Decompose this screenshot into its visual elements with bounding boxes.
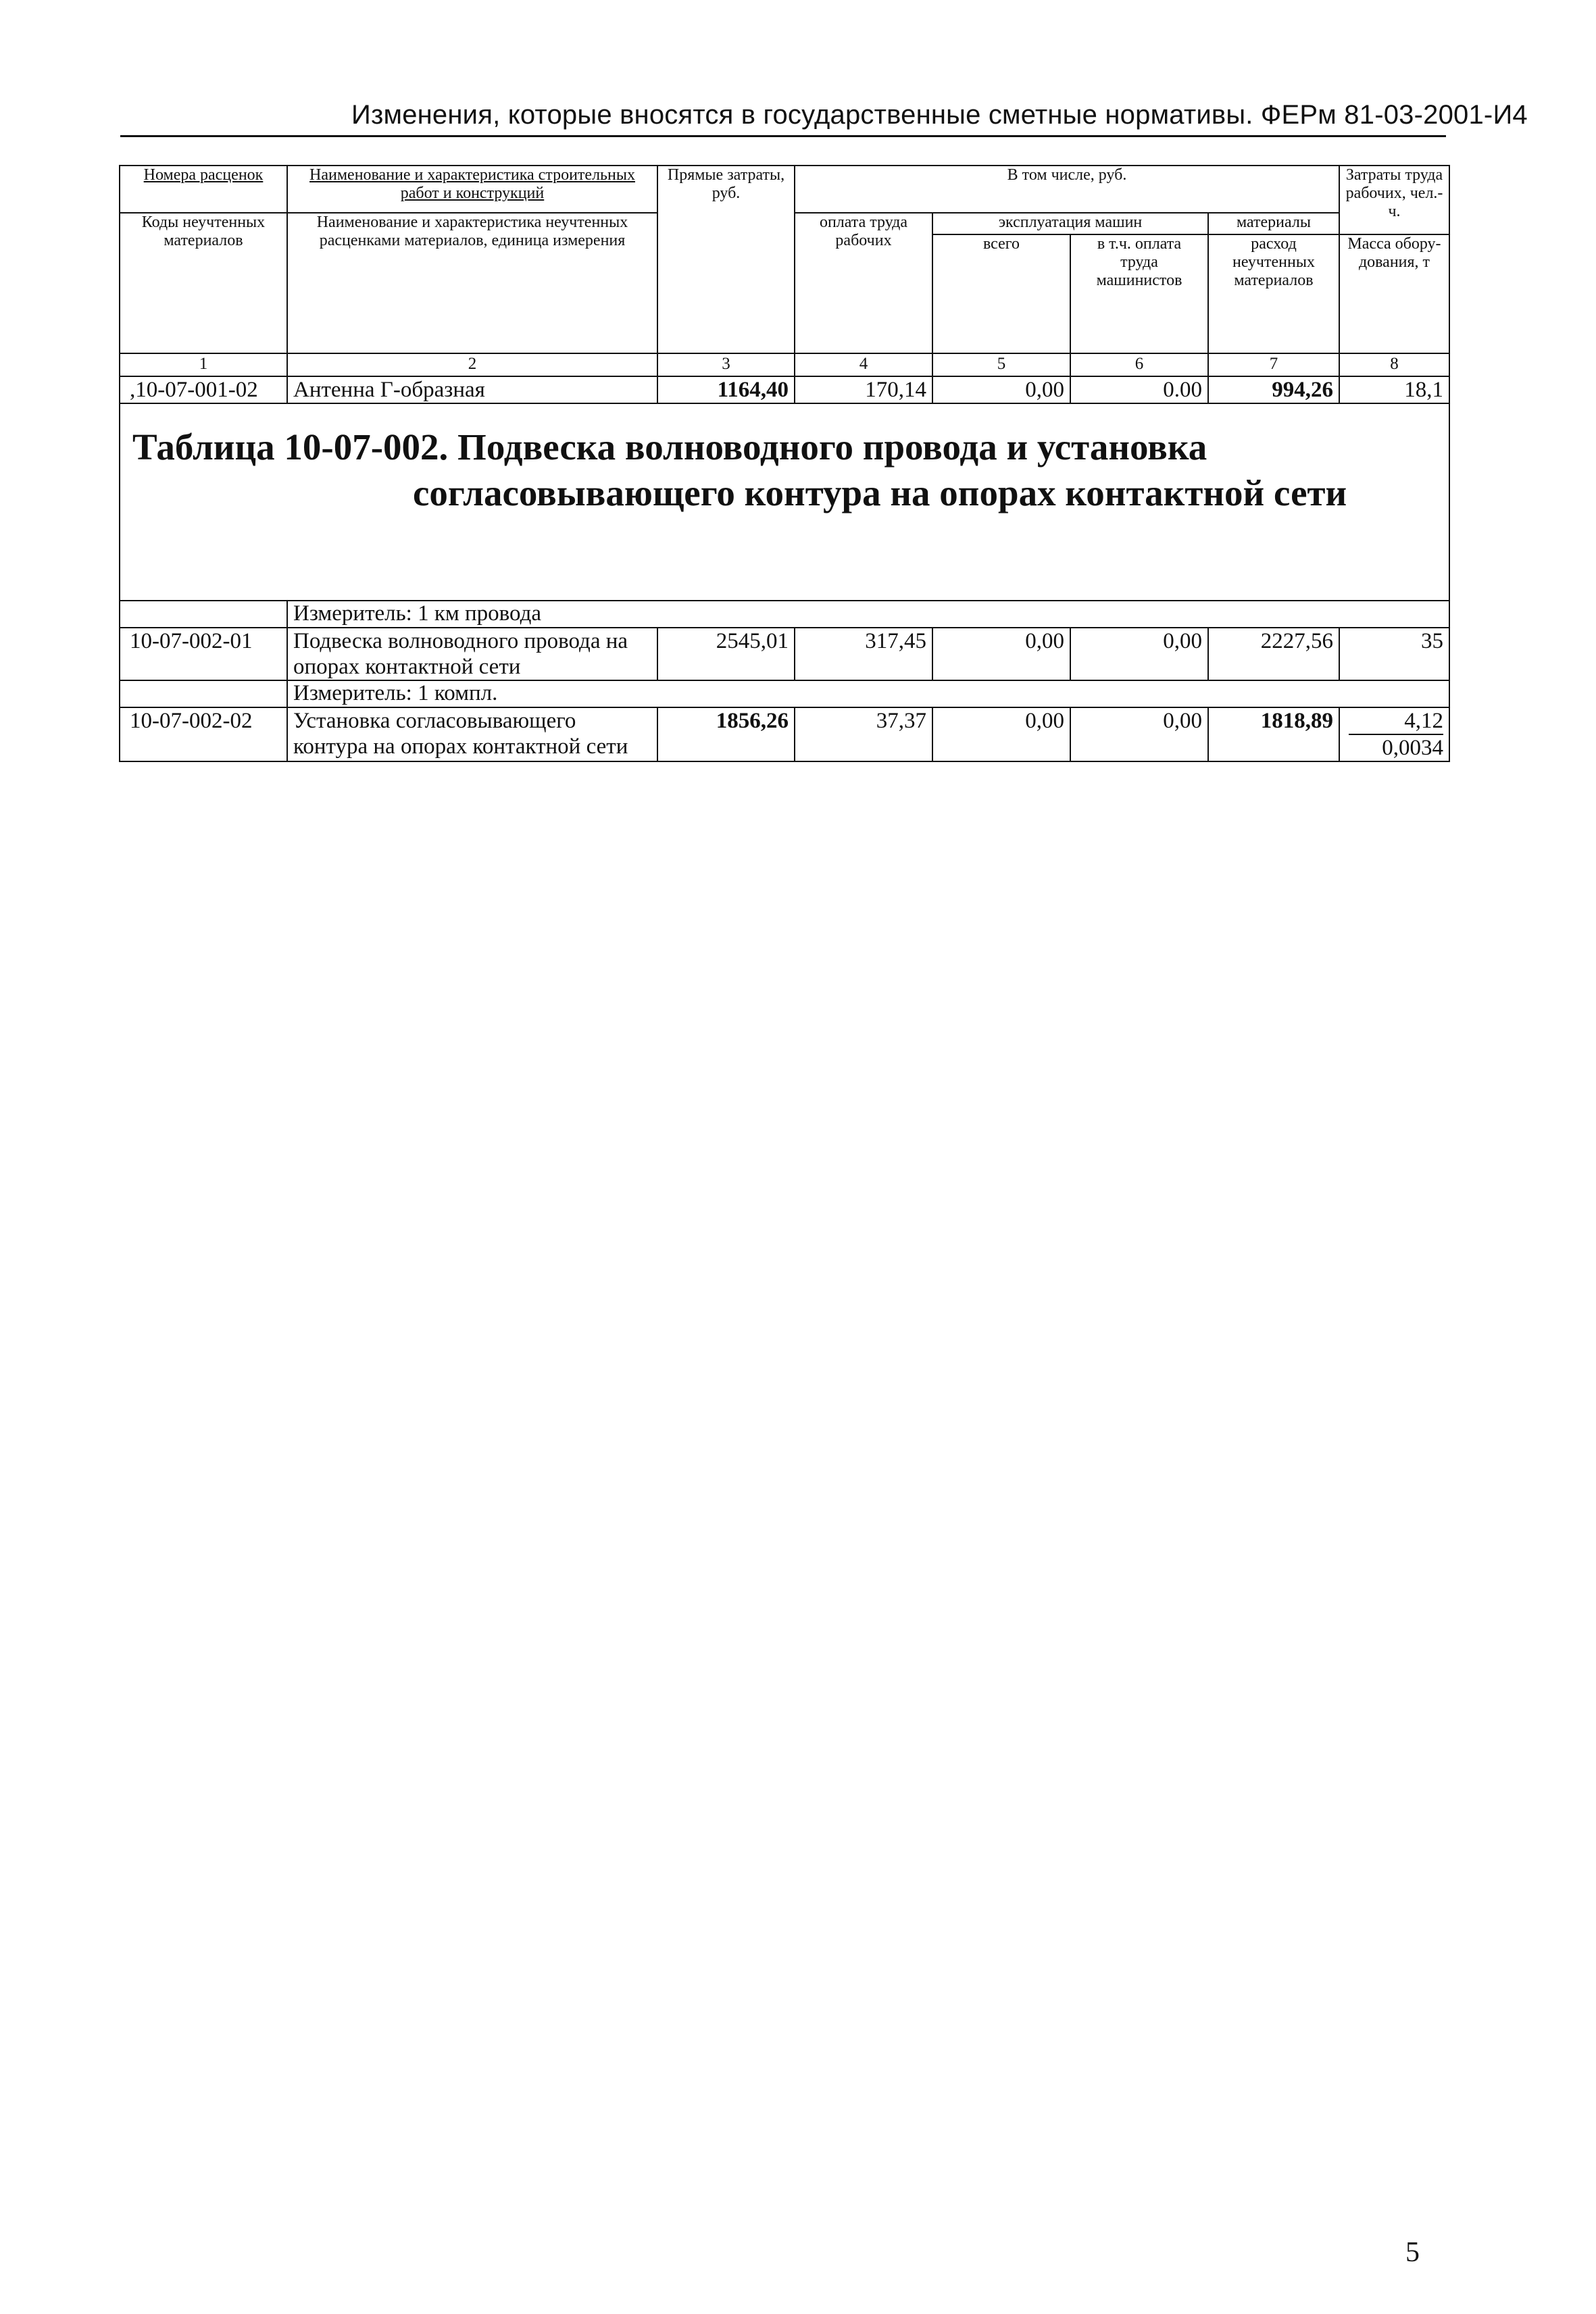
column-number: 3 — [657, 353, 795, 376]
header-rule — [120, 135, 1446, 137]
table-title — [126, 404, 1443, 516]
col2-header-top: Наименование и характеристика строительных работ и конструкций — [287, 166, 657, 213]
direct-cost: 2545,01 — [657, 628, 795, 680]
header-row-1 — [120, 166, 1449, 213]
column-numbers-row — [120, 353, 1449, 376]
measure-label: Измеритель: 1 км провода — [287, 601, 1449, 628]
materials-group-header: материалы — [1208, 213, 1339, 234]
col4-header: оплата труда рабочих — [795, 213, 932, 353]
col1-header-top: Номера расценок — [120, 166, 287, 213]
machines-group-header: эксплуатация машин — [932, 213, 1208, 234]
column-number: 8 — [1339, 353, 1449, 376]
rate-code: ,10-07-001-02 — [120, 376, 287, 403]
direct-cost: 1164,40 — [657, 376, 795, 403]
labor-cost: 37,37 — [795, 707, 932, 761]
col7-header: расход неучтенных материалов — [1208, 234, 1339, 353]
table-title-line1: Таблица 10-07-002. Подвеска волноводного провода и установка — [132, 426, 1207, 468]
labor-cost: 317,45 — [795, 628, 932, 680]
materials-cost: 994,26 — [1208, 376, 1339, 403]
running-header: Изменения, которые вносятся в государственные сметные нормативы. ФЕРм 81-03-2001-И4 — [351, 100, 1528, 130]
col1-header-bottom: Коды неучтенных материалов — [120, 213, 287, 353]
column-number: 7 — [1208, 353, 1339, 376]
table-title-cell — [120, 403, 1449, 601]
table-row — [120, 628, 1449, 680]
column-number: 2 — [287, 353, 657, 376]
column-number: 1 — [120, 353, 287, 376]
rate-name: Установка согласовывающего контура на опорах контактной сети — [287, 707, 657, 761]
column-number: 5 — [932, 353, 1070, 376]
labor-hours: 35 — [1339, 628, 1449, 680]
direct-cost: 1856,26 — [657, 707, 795, 761]
measure-row — [120, 680, 1449, 707]
materials-cost: 2227,56 — [1208, 628, 1339, 680]
measure-row — [120, 601, 1449, 628]
col2-header-bottom: Наименование и характеристика неучтенных расценками материалов, единица измерения — [287, 213, 657, 353]
breakdown-group-header: В том числе, руб. — [795, 166, 1339, 213]
labor-cost: 170,14 — [795, 376, 932, 403]
page-number: 5 — [1405, 2237, 1420, 2268]
rates-table — [119, 165, 1450, 762]
machinists-labor: 0,00 — [1070, 707, 1208, 761]
equipment-mass: 0,0034 — [1382, 736, 1443, 760]
col6-header: в т.ч. оплата труда машинистов — [1070, 234, 1208, 353]
rate-name: Антенна Г-образная — [287, 376, 657, 403]
labor-hours: 4,12 — [1349, 708, 1443, 735]
rate-name: Подвеска волноводного провода на опорах контактной сети — [287, 628, 657, 680]
measure-spacer — [120, 680, 287, 707]
column-number: 6 — [1070, 353, 1208, 376]
materials-cost: 1818,89 — [1208, 707, 1339, 761]
column-number: 4 — [795, 353, 932, 376]
machinists-labor: 0.00 — [1070, 376, 1208, 403]
col8-header-top: Затраты труда рабочих, чел.-ч. — [1339, 166, 1449, 234]
machines-total: 0,00 — [932, 628, 1070, 680]
measure-label: Измеритель: 1 компл. — [287, 680, 1449, 707]
measure-spacer — [120, 601, 287, 628]
labor-hours: 18,1 — [1339, 376, 1449, 403]
table-row — [120, 707, 1449, 761]
col3-header: Прямые затраты, руб. — [657, 166, 795, 353]
rate-code: 10-07-002-02 — [120, 707, 287, 761]
col5-header: всего — [932, 234, 1070, 353]
machines-total: 0,00 — [932, 376, 1070, 403]
machinists-labor: 0,00 — [1070, 628, 1208, 680]
table-title-row — [120, 403, 1449, 601]
table-title-line2: согласовывающего контура на опорах контактной сети — [413, 472, 1347, 513]
rate-code: 10-07-002-01 — [120, 628, 287, 680]
table-row — [120, 376, 1449, 403]
machines-total: 0,00 — [932, 707, 1070, 761]
col8-header-bottom: Масса обору-дования, т — [1339, 234, 1449, 353]
labor-hours-and-mass — [1339, 707, 1449, 761]
